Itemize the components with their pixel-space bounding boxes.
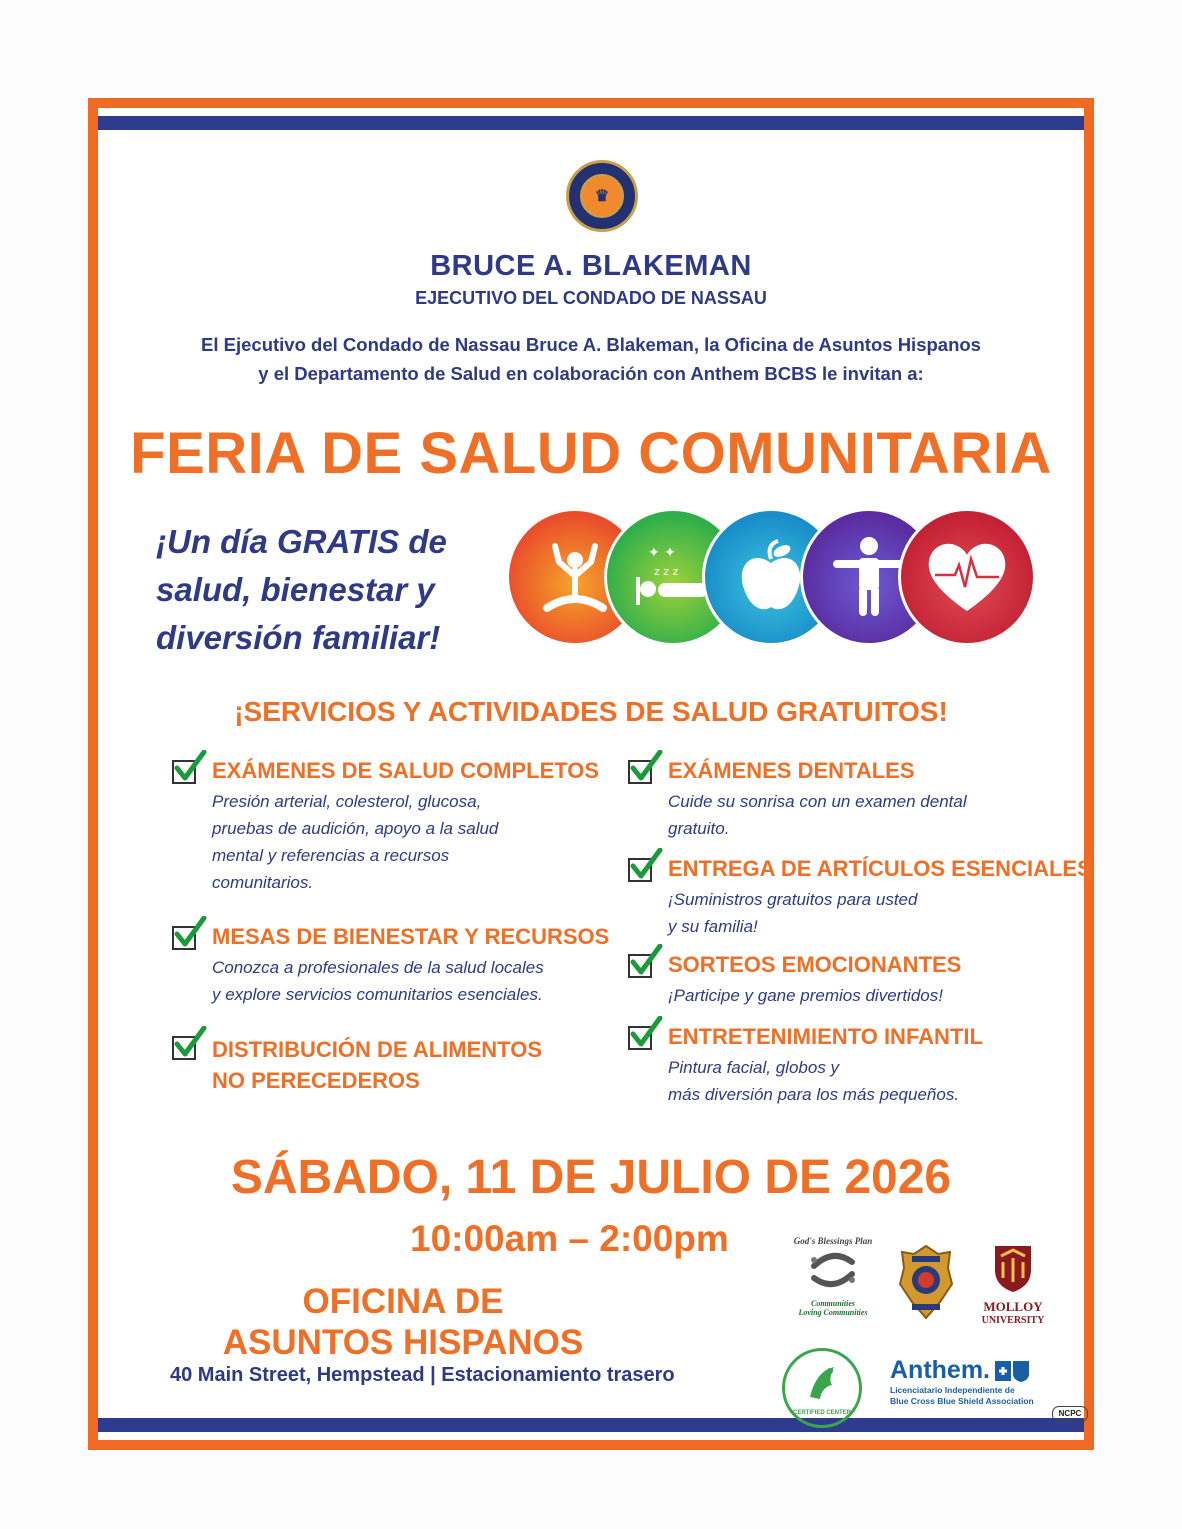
gods-blessings-logo: God's Blessings Plan Communities Loving Communities [793, 1236, 873, 1317]
svg-text:✦ ✦: ✦ ✦ [648, 545, 676, 561]
checkbox-icon [628, 1026, 652, 1050]
service-item: ENTREGA DE ARTÍCULOS ESENCIALES ¡Suministros gratuitos para usted y su familia! [628, 858, 1048, 938]
bird-icon [802, 1361, 842, 1405]
bottom-stripe [98, 1418, 1084, 1432]
event-date: SÁBADO, 11 DE JULIO DE 2026 [230, 1151, 952, 1204]
county-seal-icon: ♛ [566, 160, 638, 232]
molloy-university-logo: MOLLOY UNIVERSITY [970, 1242, 1056, 1336]
checkbox-icon [172, 760, 196, 784]
service-item: DISTRIBUCIÓN DE ALIMENTOS NO PERECEDEROS [172, 1036, 592, 1096]
intro-text: El Ejecutivo del Condado de Nassau Bruce A. Blakeman, la Oficina de Asuntos Hispanos y el Departamento de Salud en colaboración con Anthem BCBS le invitan a: [201, 334, 981, 384]
wellness-icons [506, 508, 1026, 648]
shield-icon [991, 1242, 1035, 1294]
top-stripe [98, 116, 1084, 130]
ncpc-badge: NCPC [1052, 1406, 1088, 1422]
bcbs-icon [994, 1360, 1030, 1382]
checkbox-icon [628, 858, 652, 882]
checkbox-icon [628, 954, 652, 978]
service-item: SORTEOS EMOCIONANTES ¡Participe y gane premios divertidos! [628, 954, 1048, 1014]
event-time: 10:00am – 2:00pm [410, 1218, 729, 1259]
checkbox-icon [628, 760, 652, 784]
event-address: 40 Main Street, Hempstead | Estacionamiento trasero [170, 1364, 675, 1386]
daycare-center-logo: CERTIFIED CENTER [782, 1348, 862, 1428]
service-item: MESAS DE BIENESTAR Y RECURSOS Conozca a profesionales de la salud locales y explore servicios comunitarios esenciales. [172, 926, 592, 1006]
hands-icon [808, 1246, 858, 1294]
event-location: OFICINA DE ASUNTOS HISPANOS [222, 1282, 584, 1362]
flyer-frame [88, 98, 1094, 1450]
heart-icon [898, 508, 1036, 646]
service-item: EXÁMENES DENTALES Cuide su sonrisa con un examen dental gratuito. [628, 760, 1048, 840]
checkbox-icon [172, 1036, 196, 1060]
checkbox-icon [172, 926, 196, 950]
services-title: ¡SERVICIOS Y ACTIVIDADES DE SALUD GRATUITOS! [234, 696, 948, 727]
tagline: ¡Un día GRATIS de salud, bienestar y diversión familiar! [156, 523, 447, 656]
event-headline: FERIA DE SALUD COMUNITARIA [130, 421, 1052, 486]
executive-name: BRUCE A. BLAKEMAN [430, 250, 752, 282]
executive-title: EJECUTIVO DEL CONDADO DE NASSAU [415, 288, 767, 308]
service-item: ENTRETENIMIENTO INFANTIL Pintura facial, globos y más diversión para los más pequeños. [628, 1026, 1048, 1106]
anthem-logo: Anthem. Licenciatario Independiente de Blue Cross Blue Shield Association [890, 1356, 1034, 1406]
service-item: EXÁMENES DE SALUD COMPLETOS Presión arterial, colesterol, glucosa, pruebas de audición, apoyo a la salud mental y referencias a recursos comunitarios. [172, 760, 592, 890]
police-badge-icon [898, 1244, 954, 1320]
svg-text:z z z: z z z [654, 565, 679, 578]
